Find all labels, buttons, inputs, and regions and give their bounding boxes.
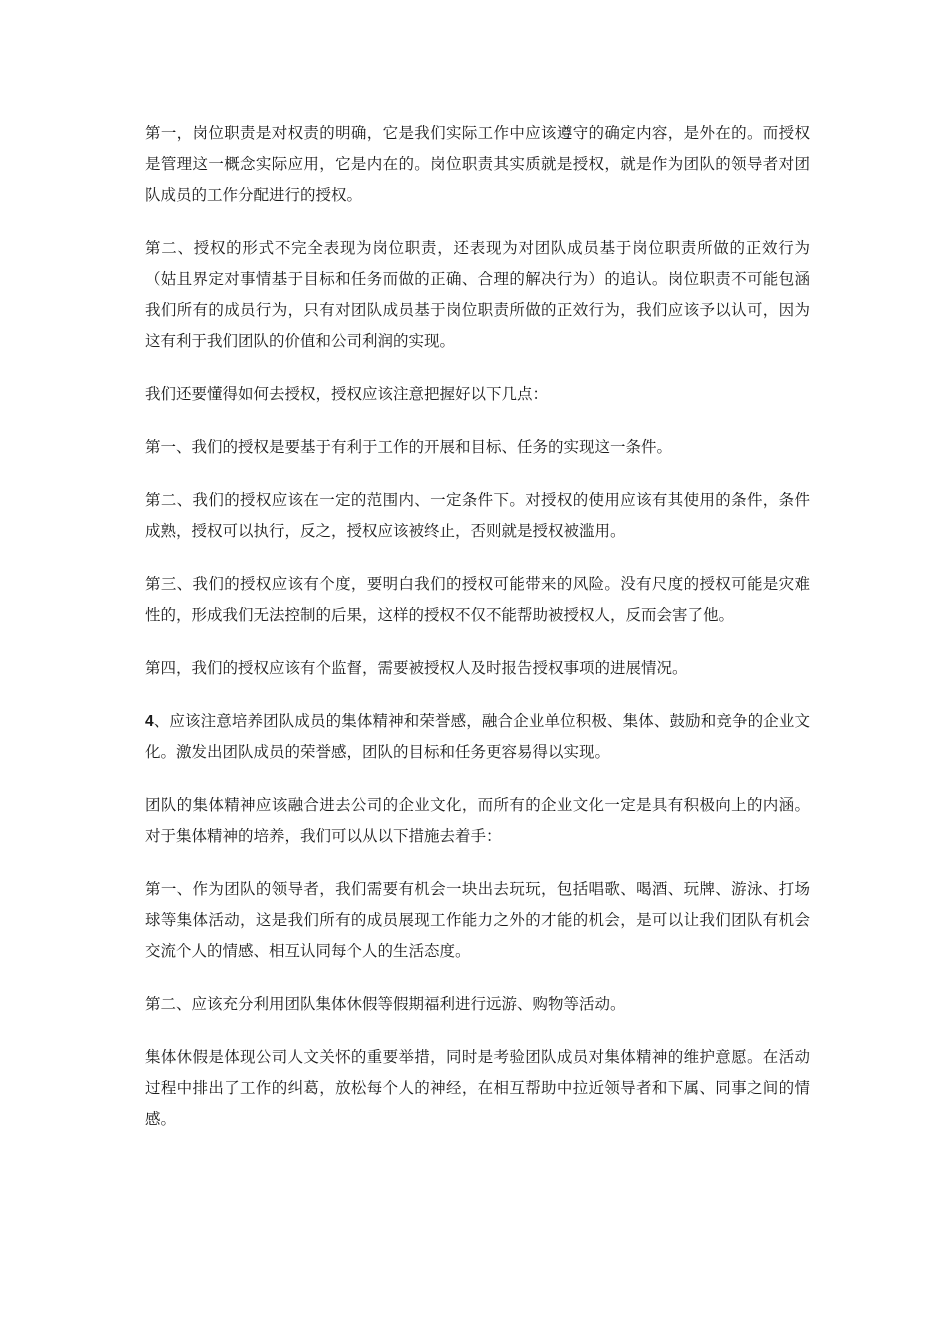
paragraph-4: 第一、我们的授权是要基于有利于工作的开展和目标、任务的实现这一条件。 xyxy=(145,438,673,456)
paragraph-1: 第一，岗位职责是对权责的明确，它是我们实际工作中应该遵守的确定内容，是外在的。而授权是管理这一概念实际应用，它是内在的。岗位职责其实质就是授权，就是作为团队的领导者对团队成员的工作分配进行的授权。 xyxy=(145,124,810,204)
paragraph-3: 我们还要懂得如何去授权，授权应该注意把握好以下几点： xyxy=(145,385,549,403)
paragraph-11: 第二、应该充分利用团队集体休假等假期福利进行远游、购物等活动。 xyxy=(145,995,626,1013)
paragraph-6: 第三、我们的授权应该有个度，要明白我们的授权可能带来的风险。没有尺度的授权可能是灾难性的，形成我们无法控制的后果，这样的授权不仅不能帮助被授权人，反而会害了他。 xyxy=(145,575,810,624)
paragraph-7: 第四，我们的授权应该有个监督，需要被授权人及时报告授权事项的进展情况。 xyxy=(145,659,688,677)
paragraph-12: 集体休假是体现公司人文关怀的重要举措，同时是考验团队成员对集体精神的维护意愿。在活动过程中排出了工作的纠葛，放松每个人的神经，在相互帮助中拉近领导者和下属、同事之间的情感。 xyxy=(145,1048,810,1128)
paragraph-10: 第一、作为团队的领导者，我们需要有机会一块出去玩玩，包括唱歌、喝酒、玩牌、游泳、打场球等集体活动，这是我们所有的成员展现工作能力之外的才能的机会，是可以让我们团队有机会交流个人的情感、相互认同每个人的生活态度。 xyxy=(145,880,810,960)
section-number: 4 xyxy=(145,713,154,730)
paragraph-2: 第二、授权的形式不完全表现为岗位职责，还表现为对团队成员基于岗位职责所做的正效行为（姑且界定对事情基于目标和任务而做的正确、合理的解决行为）的追认。岗位职责不可能包涵我们所有的成员行为，只有对团队成员基于岗位职责所做的正效行为，我们应该予以认可，因为这有利于我们团队的价值和公司利润的实现。 xyxy=(145,239,810,350)
paragraph-8-text: 、应该注意培养团队成员的集体精神和荣誉感，融合企业单位积极、集体、鼓励和竞争的企业文化。激发出团队成员的荣誉感，团队的目标和任务更容易得以实现。 xyxy=(145,712,810,761)
paragraph-5: 第二、我们的授权应该在一定的范围内、一定条件下。对授权的使用应该有其使用的条件，条件成熟，授权可以执行，反之，授权应该被终止，否则就是授权被滥用。 xyxy=(145,491,810,540)
paragraph-9: 团队的集体精神应该融合进去公司的企业文化，而所有的企业文化一定是具有积极向上的内涵。对于集体精神的培养，我们可以从以下措施去着手： xyxy=(145,796,810,845)
document-body xyxy=(145,118,810,1157)
paragraph-8 xyxy=(145,706,810,768)
